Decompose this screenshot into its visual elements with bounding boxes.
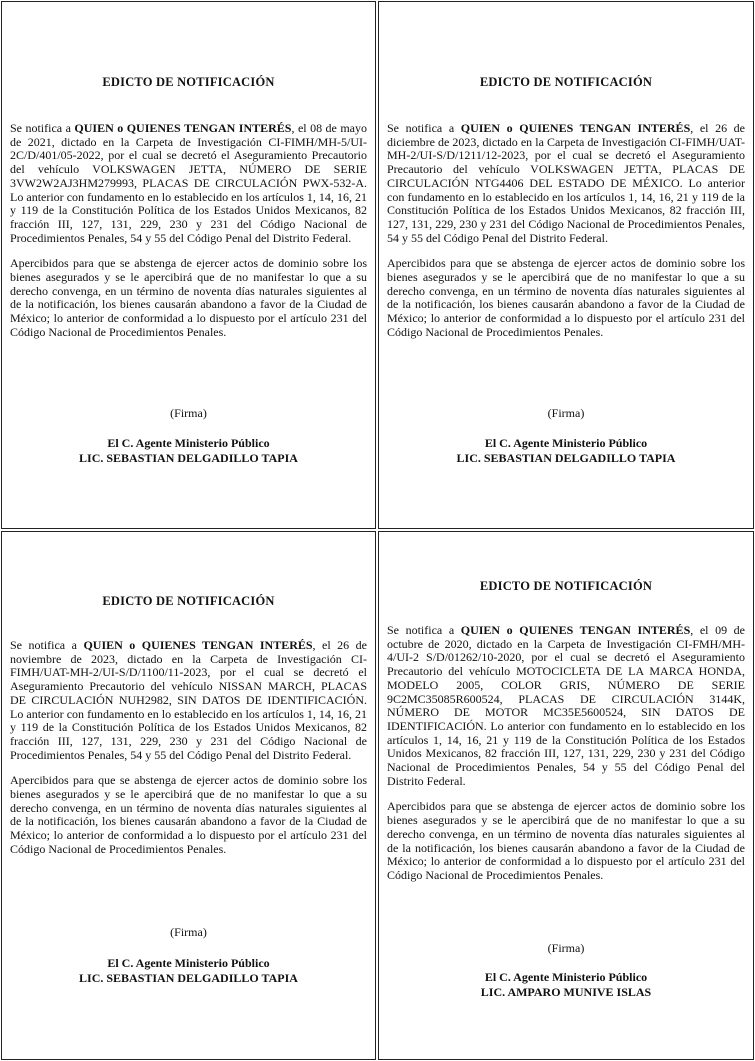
signer-name: LIC. AMPARO MUNIVE ISLAS	[480, 984, 652, 999]
notification-paragraph	[10, 122, 367, 245]
signature-block	[387, 436, 745, 465]
edicto-panel	[1, 531, 376, 1060]
signer-name: LIC. SEBASTIAN DELGADILLO TAPIA	[79, 970, 298, 985]
signer-title: El C. Agente Ministerio Público	[107, 956, 270, 970]
signature-block	[10, 956, 367, 985]
notification-paragraph	[10, 639, 367, 762]
signer-name: LIC. SEBASTIAN DELGADILLO TAPIA	[79, 450, 298, 465]
warning-paragraph: Apercibidos para que se abstenga de ejercer actos de dominio sobre los bienes asegurados y se le apercibirá que de no manifestar lo que a su derecho convenga, en un término de noventa días naturales siguientes al de la notificación, los bienes causarán abandono a favor de la Ciudad de México; lo anterior de conformidad a lo dispuesto por el artículo 231 del Código Nacional de Procedimientos Penales.	[10, 256, 367, 339]
signer-title: El C. Agente Ministerio Público	[484, 436, 648, 450]
firma-label: (Firma)	[547, 406, 585, 420]
paragraph-bold-text: QUIEN o QUIENES TENGAN INTERÉS	[460, 121, 691, 135]
warning-paragraph: Apercibidos para que se abstenga de ejercer actos de dominio sobre los bienes asegurados y se le apercibirá que de no manifestar lo que a su derecho convenga, en un término de noventa días naturales siguientes al de la notificación, los bienes causarán abandono a favor de la Ciudad de México; lo anterior de conformidad a lo dispuesto por el artículo 231 del Código Nacional de Procedimientos Penales.	[10, 773, 367, 856]
paragraph-lead: Se notifica a	[10, 121, 75, 135]
edicto-title: EDICTO DE NOTIFICACIÓN	[102, 594, 275, 608]
signer-name: LIC. SEBASTIAN DELGADILLO TAPIA	[456, 450, 676, 465]
edicto-title: EDICTO DE NOTIFICACIÓN	[479, 579, 653, 593]
signature-block	[387, 970, 745, 999]
signature-block	[10, 436, 367, 465]
paragraph-text: , el 08 de mayo de 2021, dictado en la Carpeta de Investigación CI-FIMH/MH-5/UI-2C/D/401/05-2022, por el cual se decretó el Aseguramiento Precautorio del vehículo VOLKSWAGEN JETTA, NÚMERO DE SERIE 3VW2W2AJ3HM279993, PLACAS DE CIRCULACIÓN PWX-532-A. Lo anterior con fundamento en lo establecido en los artículos 1, 14, 16, 21 y 119 de la Constitución Política de los Estados Unidos Mexicanos, 82 fracción III, 127, 131, 229, 230 y 231 del Código Nacional de Procedimientos Penales, 54 y 55 del Código Penal del Distrito Federal.	[10, 121, 368, 245]
signer-title: El C. Agente Ministerio Público	[107, 436, 270, 450]
signer-title: El C. Agente Ministerio Público	[484, 970, 648, 984]
paragraph-text: , el 26 de noviembre de 2023, dictado en la Carpeta de Investigación CI-FIMH/UAT-MH-2/UI-S/D/1100/11-2023, por el cual se decretó el Aseguramiento Precautorio del vehículo NISSAN MARCH, PLACAS DE CIRCULACIÓN NUH2982, SIN DATOS DE IDENTIFICACIÓN. Lo anterior con fundamento en lo establecido en los artículos 1, 14, 16, 21 y 119 de la Constitución Política de los Estados Unidos Mexicanos, 82 fracción III, 127, 131, 229, 230 y 231 del Código Nacional de Procedimientos Penales, 54 y 55 del Código Penal del Distrito Federal.	[10, 638, 367, 762]
paragraph-lead: Se notifica a	[387, 121, 461, 135]
firma-label: (Firma)	[547, 941, 585, 955]
warning-paragraph: Apercibidos para que se abstenga de ejercer actos de dominio sobre los bienes asegurados y se le apercibirá que de no manifestar lo que a su derecho convenga, en un término de noventa días naturales siguientes al de la notificación, los bienes causarán abandono a favor de la Ciudad de México; lo anterior de conformidad a lo dispuesto por el artículo 231 del Código Nacional de Procedimientos Penales.	[387, 799, 745, 882]
firma-label: (Firma)	[170, 925, 207, 939]
notification-paragraph	[387, 122, 745, 245]
paragraph-bold-text: QUIEN o QUIENES TENGAN INTERÉS	[83, 638, 313, 652]
paragraph-text: , el 26 de diciembre de 2023, dictado en la Carpeta de Investigación CI-FIMH/UAT-MH-2/UI-S/D/1211/12-2023, por el cual se decretó el Aseguramiento Precautorio del vehículo VOLKSWAGEN JETTA, PLACAS DE CIRCULACIÓN NTG4406 DEL ESTADO DE MÉXICO. Lo anterior con fundamento en lo establecido en los artículos 1, 14, 16, 21 y 119 de la Constitución Política de los Estados Unidos Mexicanos, 82 fracción III, 127, 131, 229, 230 y 231 del Código Nacional de Procedimientos Penales, 54 y 55 del Código Penal del Distrito Federal.	[387, 121, 745, 245]
firma-label: (Firma)	[170, 406, 207, 420]
edicto-body	[387, 122, 745, 340]
paragraph-lead: Se notifica a	[10, 638, 84, 652]
edicto-panel	[378, 531, 754, 1060]
edicto-body	[387, 624, 745, 883]
paragraph-lead: Se notifica a	[387, 623, 461, 637]
paragraph-bold-text: QUIEN o QUIENES TENGAN INTERÉS	[74, 121, 292, 135]
edicto-title: EDICTO DE NOTIFICACIÓN	[102, 75, 275, 89]
edicto-panel	[378, 1, 754, 529]
warning-paragraph: Apercibidos para que se abstenga de ejercer actos de dominio sobre los bienes asegurados y se le apercibirá que de no manifestar lo que a su derecho convenga, en un término de noventa días naturales siguientes al de la notificación, los bienes causarán abandono a favor de la Ciudad de México; lo anterior de conformidad a lo dispuesto por el artículo 231 del Código Nacional de Procedimientos Penales.	[387, 256, 745, 339]
edicto-body	[10, 122, 367, 340]
edicto-body	[10, 639, 367, 857]
edicto-title: EDICTO DE NOTIFICACIÓN	[479, 75, 653, 89]
paragraph-bold-text: QUIEN o QUIENES TENGAN INTERÉS	[460, 623, 691, 637]
notification-paragraph	[387, 624, 745, 788]
paragraph-text: , el 09 de octubre de 2020, dictado en la Carpeta de Investigación CI-FMH/MH-4/UI-2 S/D/01262/10-2020, por el cual se decretó el Aseguramiento Precautorio del vehículo MOTOCICLETA DE LA MARCA HONDA, MODELO 2005, COLOR GRIS, NÚMERO DE SERIE 9C2MC35085R600524, PLACAS DE CIRCULACIÓN 3144K, NÚMERO DE MOTOR MC35E5600524, SIN DATOS DE IDENTIFICACIÓN. Lo anterior con fundamento en lo establecido en los artículos 1, 14, 16, 21 y 119 de la Constitución Política de los Estados Unidos Mexicanos, 82 fracción III, 127, 131, 229, 230 y 231 del Código Nacional de Procedimientos Penales, 54 y 55 del Código Penal del Distrito Federal.	[387, 623, 745, 788]
edicto-panel	[1, 1, 376, 529]
